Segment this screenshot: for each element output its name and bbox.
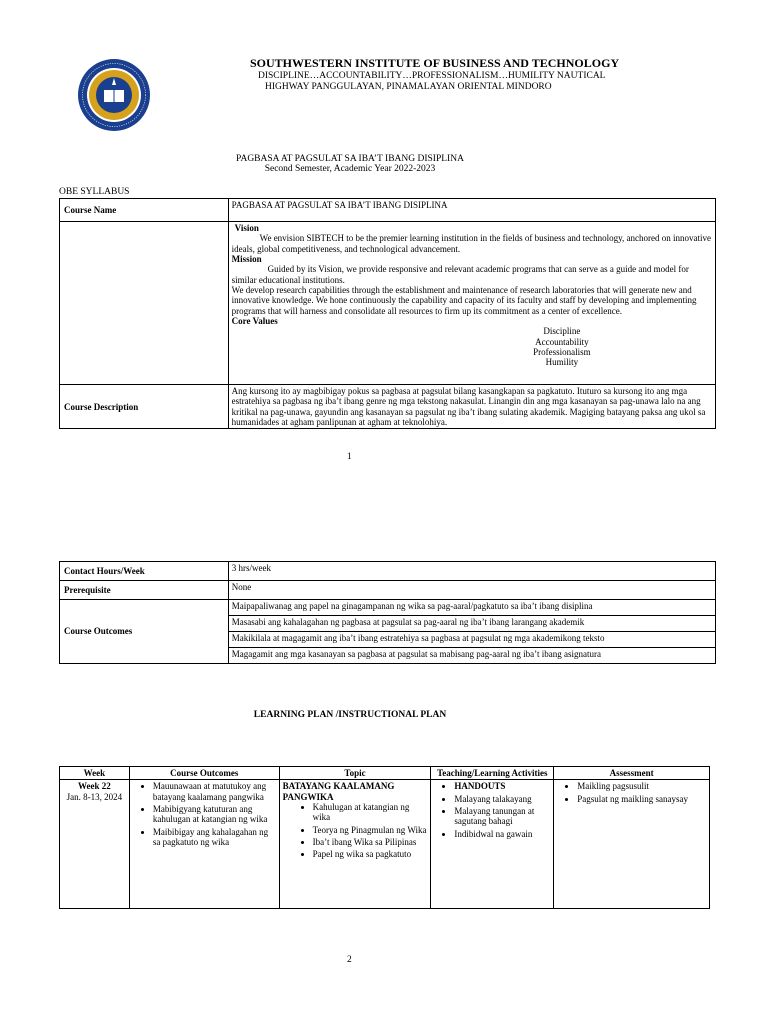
assessment-list: [557, 781, 706, 804]
course-outcomes-header: Course Outcomes: [129, 767, 279, 780]
topic-cell: [279, 780, 431, 909]
activity-heading: • HANDOUTS: [454, 781, 550, 791]
school-motto: DISCIPLINE…ACCOUNTABILITY…PROFESSIONALISM…HUMILITY NAUTICAL: [258, 71, 606, 81]
topic-heading: BATAYANG KAALAMANG PANGWIKA: [282, 781, 395, 802]
week-dates: Jan. 8-13, 2024: [66, 791, 123, 802]
topic-list: [283, 802, 428, 860]
topic-header: Topic: [279, 767, 431, 780]
core-value-item: Discipline: [543, 326, 581, 337]
obe-syllabus-label: OBE SYLLABUS: [59, 187, 130, 197]
assessment-cell: [554, 780, 710, 909]
activities-header: Teaching/Learning Activities: [431, 767, 554, 780]
core-values-list: [232, 326, 712, 367]
core-values-heading: Core Values: [231, 316, 278, 327]
outcome-item: • Mauunawaan at matutukoy ang batayang kaalamang pangwika: [153, 781, 276, 802]
vision-mission-cell: [228, 222, 715, 385]
syllabus-table: [59, 198, 716, 429]
week-label: Week 22: [78, 781, 111, 792]
core-value-item: Humility: [545, 357, 579, 368]
course-description-text: Ang kursong ito ay magbibigay pokus sa pagbasa at pagsulat bilang kasangkapan sa pagkatuto. Ituturo sa kursong ito ang mga estratehiya sa pagbasa ng iba’t ibang genre ng mga tekstong nakasulat. Linangin din ang mga kasanayan sa pag-unawa lalo na ang kritikal na pag-unawa, gayundin ang kasanayan sa pagsulat ng iba’t ibang sulating akademik. Magiging batayang paksa ang ukol sa humanidades at agham panlipunan at agham at teknolohiya.: [228, 385, 715, 429]
page-number-2: 2: [347, 955, 352, 965]
learning-plan-table: [59, 766, 710, 909]
outcomes-list: [133, 781, 276, 847]
activities-list: [434, 781, 550, 839]
course-name-value: PAGBASA AT PAGSULAT SA IBA’T IBANG DISIPLINA: [228, 199, 715, 222]
topic-item: • Papel ng wika sa pagkatuto: [313, 849, 428, 859]
contact-hours-row: [60, 562, 716, 581]
course-description-label: Course Description: [60, 385, 229, 429]
core-value-item: Accountability: [535, 336, 589, 347]
prerequisite-row: [60, 581, 716, 600]
vision-mission-row: [60, 222, 716, 385]
activities-cell: [431, 780, 554, 909]
school-name: SOUTHWESTERN INSTITUTE OF BUSINESS AND TECHNOLOGY: [250, 56, 620, 70]
assessment-header: Assessment: [554, 767, 710, 780]
mission-heading: Mission: [231, 254, 262, 265]
course-title: PAGBASA AT PAGSULAT SA IBA’T IBANG DISIPLINA: [236, 154, 464, 164]
empty-label-cell: [60, 222, 229, 385]
mission-text-1: Guided by its Vision, we provide responsive and relevant academic programs that can serve as a guide and model for similar educational institutions.: [231, 264, 689, 285]
activity-item: • Malayang tanungan at sagutang bahagi: [454, 806, 550, 827]
activity-item: • Malayang talakayang: [454, 794, 550, 804]
prerequisite-label: Prerequisite: [60, 581, 229, 600]
page-number-1: 1: [347, 452, 352, 462]
outcomes-cell: [129, 780, 279, 909]
core-value-item: Professionalism: [533, 347, 591, 358]
contact-hours-label: Contact Hours/Week: [60, 562, 229, 581]
plan-header-row: [60, 767, 710, 780]
assessment-item: • Pagsulat ng maikling sanaysay: [577, 794, 706, 804]
topic-item: • Teorya ng Pinagmulan ng Wika: [313, 825, 428, 835]
school-seal-logo: [77, 58, 151, 132]
activity-item: • Indibidwal na gawain: [454, 829, 550, 839]
course-name-label: Course Name: [60, 199, 229, 222]
contact-hours-value: 3 hrs/week: [228, 562, 715, 581]
vision-heading: Vision: [234, 223, 259, 233]
course-description-row: [60, 385, 716, 429]
course-outcomes-label: Course Outcomes: [60, 600, 229, 664]
course-outcome-item: Makikilala at magagamit ang iba’t ibang estratehiya sa pagbasa at pagsulat ng mga akademikong teksto: [228, 632, 715, 648]
topic-item: • Kahulugan at katangian ng wika: [313, 802, 428, 823]
assessment-item: • Maikling pagsusulit: [577, 781, 706, 791]
topic-item: • Iba’t ibang Wika sa Pilipinas: [313, 837, 428, 847]
week-cell: [60, 780, 130, 909]
learning-plan-title: LEARNING PLAN /INSTRUCTIONAL PLAN: [253, 710, 447, 720]
course-outcome-item: Magagamit ang mga kasanayan sa pagbasa at pagsulat sa mabisang pag-aaral ng iba’t ibang asignatura: [228, 648, 715, 664]
school-address: HIGHWAY PANGGULAYAN, PINAMALAYAN ORIENTAL MINDORO: [265, 82, 552, 92]
course-outcome-item: Masasabi ang kahalagahan ng pagbasa at pagsulat sa pag-aaral ng iba’t ibang larangang akademik: [228, 616, 715, 632]
semester-label: Second Semester, Academic Year 2022-2023: [264, 164, 436, 174]
outcome-item: • Maibibigay ang kahalagahan ng sa pagkatuto ng wika: [153, 827, 276, 848]
course-outcome-row: [60, 600, 716, 616]
course-outcome-item: Maipapaliwanag ang papel na ginagampanan ng wika sa pag-aaral/pagkatuto sa iba’t ibang disiplina: [228, 600, 715, 616]
mission-text-2: We develop research capabilities through the establishment and maintenance of research laboratories that will generate new and innovative knowledge. We hone continuously the capability and capacity of its faculty and staff by developing and implementing programs that will harness and consolidate all resources to firm up its commitment as a center of excellence.: [231, 285, 697, 316]
plan-row: [60, 780, 710, 909]
course-details-table: [59, 561, 716, 664]
course-name-row: [60, 199, 716, 222]
prerequisite-value: None: [228, 581, 715, 600]
outcome-item: • Mabibigyang katuturan ang kahulugan at katangian ng wika: [153, 804, 276, 825]
week-header: Week: [60, 767, 130, 780]
vision-text: We envision SIBTECH to be the premier learning institution in the fields of business and technology, anchored on innovative ideals, global competitiveness, and technological advancement.: [231, 233, 712, 254]
